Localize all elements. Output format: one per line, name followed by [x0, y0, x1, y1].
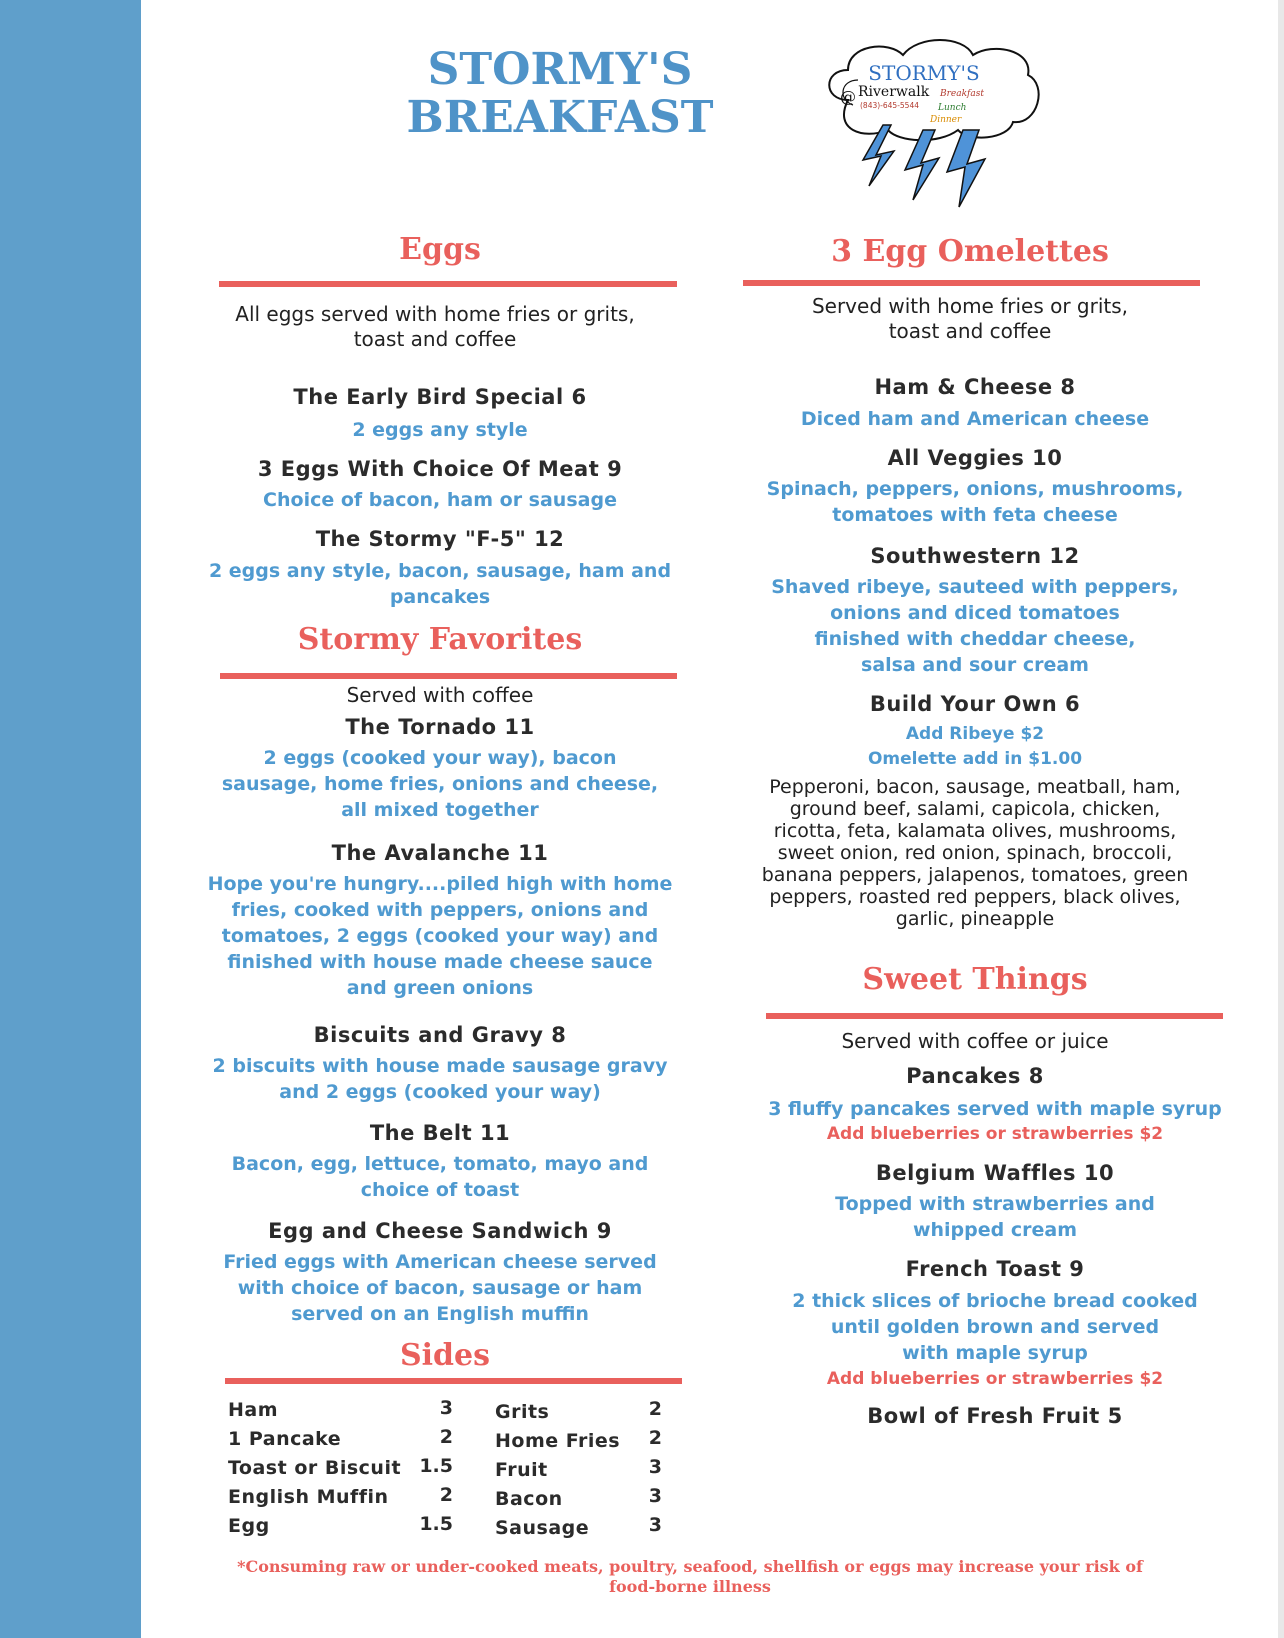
menu-item-avalanche: The Avalanche 11	[331, 841, 549, 865]
french-toast-addon: Add blueberries or strawberries $2	[826, 1369, 1164, 1389]
belt-desc-line-2: choice of toast	[360, 1179, 520, 1201]
avalanche-desc-line-1: Hope you're hungry....piled high with home	[207, 873, 673, 895]
menu-item-belgium-waffles: Belgium Waffles 10	[875, 1161, 1115, 1185]
side-name: Toast or Biscuit	[228, 1457, 402, 1479]
tornado-desc-line-2: sausage, home fries, onions and cheese,	[221, 773, 659, 795]
logo-meal-lunch: Lunch	[938, 103, 967, 113]
stormys-logo	[818, 30, 1048, 220]
omelettes-heading: 3 Egg Omelettes	[831, 234, 1109, 269]
sandwich-desc-line-1: Fried eggs with American cheese served	[223, 1251, 657, 1273]
southwestern-desc-line-3: finished with cheddar cheese,	[814, 628, 1136, 650]
ingredient-line: ground beef, salami, capicola, chicken,	[789, 798, 1161, 820]
menu-item-build-your-own: Build Your Own 6	[869, 692, 1081, 716]
menu-item-french-toast-desc	[755, 1288, 1235, 1366]
ingredient-line: garlic, pineapple	[895, 908, 1055, 930]
sandwich-desc-line-3: served on an English muffin	[291, 1303, 589, 1325]
side-price: 3	[648, 1456, 662, 1478]
side-name: Grits	[495, 1401, 550, 1423]
page-title	[390, 46, 730, 142]
toast-desc-line-2: until golden brown and served	[830, 1316, 1160, 1338]
menu-item-belgium-waffles-desc	[755, 1191, 1235, 1243]
ingredient-line: banana peppers, jalapenos, tomatoes, green	[761, 864, 1189, 886]
logo-meal-dinner: Dinner	[930, 115, 962, 125]
stormy-f5-desc-line-1: 2 eggs any style, bacon, sausage, ham and	[208, 560, 672, 582]
side-name: Sausage	[495, 1517, 590, 1539]
biscuits-desc-line-1: 2 biscuits with house made sausage gravy	[212, 1055, 668, 1077]
menu-item-three-eggs: 3 Eggs With Choice Of Meat 9	[257, 457, 623, 481]
eggs-heading: Eggs	[399, 232, 481, 267]
disclaimer-line-1: *Consuming raw or under-cooked meats, poultry, seafood, shellfish or eggs may increase your risk of	[237, 1557, 1143, 1576]
build-add-in-price: Omelette add in $1.00	[867, 749, 1083, 769]
favorites-intro: Served with coffee	[346, 683, 534, 707]
eggs-rule	[219, 281, 677, 287]
side-name: Ham	[228, 1399, 279, 1421]
favorites-rule	[220, 673, 677, 679]
menu-item-tornado-desc	[200, 745, 680, 823]
southwestern-desc-line-2: onions and diced tomatoes	[830, 602, 1120, 624]
tornado-desc-line-1: 2 eggs (cooked your way), bacon	[263, 747, 617, 769]
logo-at: @	[840, 87, 856, 106]
menu-item-biscuits-gravy: Biscuits and Gravy 8	[313, 1023, 567, 1047]
sweet-heading: Sweet Things	[862, 962, 1088, 997]
pancakes-addon: Add blueberries or strawberries $2	[826, 1124, 1164, 1144]
menu-item-egg-cheese-sandwich: Egg and Cheese Sandwich 9	[268, 1219, 612, 1243]
page-edge	[1278, 0, 1284, 1638]
omelettes-intro-line-1: Served with home fries or grits,	[811, 294, 1129, 318]
menu-item-all-veggies-desc	[735, 476, 1215, 528]
menu-item-biscuits-gravy-desc	[200, 1053, 680, 1105]
menu-item-pancakes: Pancakes 8	[906, 1064, 1044, 1088]
favorites-heading: Stormy Favorites	[297, 622, 583, 657]
eggs-intro-line-1: All eggs served with home fries or grits,	[235, 302, 635, 326]
avalanche-desc-line-5: and green onions	[346, 977, 534, 999]
menu-item-fresh-fruit: Bowl of Fresh Fruit 5	[867, 1404, 1123, 1428]
biscuits-desc-line-2: and 2 eggs (cooked your way)	[279, 1081, 601, 1103]
logo-name: STORMY'S	[868, 61, 980, 85]
side-price: 2	[648, 1398, 662, 1420]
sweet-intro: Served with coffee or juice	[841, 1029, 1109, 1053]
menu-item-southwestern: Southwestern 12	[870, 544, 1080, 568]
waffles-desc-line-2: whipped cream	[912, 1219, 1078, 1241]
omelettes-intro-line-2: toast and coffee	[888, 319, 1052, 343]
side-price: 1.5	[419, 1455, 453, 1477]
food-safety-disclaimer	[210, 1557, 1170, 1597]
southwestern-desc-line-1: Shaved ribeye, sauteed with peppers,	[771, 576, 1179, 598]
veggies-desc-line-1: Spinach, peppers, onions, mushrooms,	[766, 478, 1184, 500]
side-price: 3	[439, 1397, 453, 1419]
menu-item-avalanche-desc	[200, 871, 680, 1001]
ingredient-line: peppers, roasted red peppers, black olives,	[769, 886, 1181, 908]
ingredient-line: ricotta, feta, kalamata olives, mushrooms,	[773, 820, 1177, 842]
build-add-ribeye: Add Ribeye $2	[905, 724, 1045, 744]
side-price: 3	[648, 1514, 662, 1536]
menu-item-belt-desc	[200, 1151, 680, 1203]
menu-item-all-veggies: All Veggies 10	[887, 446, 1063, 470]
avalanche-desc-line-3: tomatoes, 2 eggs (cooked your way) and	[221, 925, 659, 947]
side-name: English Muffin	[228, 1486, 389, 1508]
menu-item-stormy-f5: The Stormy "F-5" 12	[315, 527, 565, 551]
sides-rule	[225, 1378, 682, 1384]
menu-item-stormy-f5-desc	[200, 558, 680, 610]
menu-item-southwestern-desc	[735, 574, 1215, 678]
avalanche-desc-line-2: fries, cooked with peppers, onions and	[231, 899, 649, 921]
eggs-intro-line-2: toast and coffee	[353, 327, 517, 351]
menu-item-early-bird: The Early Bird Special 6	[293, 385, 587, 409]
sweet-rule	[766, 1013, 1223, 1019]
menu-item-early-bird-desc: 2 eggs any style	[352, 419, 528, 441]
stormy-f5-desc-line-2: pancakes	[389, 586, 491, 608]
logo-meal-breakfast: Breakfast	[940, 89, 984, 99]
title-line-1: STORMY'S	[427, 44, 693, 95]
belt-desc-line-1: Bacon, egg, lettuce, tomato, mayo and	[231, 1153, 649, 1175]
southwestern-desc-line-4: salsa and sour cream	[861, 654, 1089, 676]
side-name: Egg	[228, 1515, 270, 1537]
menu-item-ham-cheese-desc: Diced ham and American cheese	[800, 408, 1150, 430]
left-color-band	[0, 0, 141, 1638]
menu-item-pancakes-desc: 3 fluffy pancakes served with maple syrup	[768, 1098, 1222, 1120]
ingredient-line: Pepperoni, bacon, sausage, meatball, ham,	[769, 776, 1181, 798]
omelettes-intro	[730, 294, 1210, 344]
toast-desc-line-1: 2 thick slices of brioche bread cooked	[792, 1290, 1198, 1312]
toast-desc-line-3: with maple syrup	[902, 1342, 1088, 1364]
tornado-desc-line-3: all mixed together	[341, 799, 539, 821]
menu-item-tornado: The Tornado 11	[345, 715, 535, 739]
side-price: 3	[648, 1485, 662, 1507]
menu-item-belt: The Belt 11	[369, 1121, 511, 1145]
menu-item-ham-cheese: Ham & Cheese 8	[874, 375, 1076, 399]
sandwich-desc-line-2: with choice of bacon, sausage or ham	[237, 1277, 643, 1299]
avalanche-desc-line-4: finished with house made cheese sauce	[227, 951, 653, 973]
side-price: 1.5	[419, 1513, 453, 1535]
veggies-desc-line-2: tomatoes with feta cheese	[832, 504, 1118, 526]
menu-item-french-toast: French Toast 9	[905, 1257, 1085, 1281]
side-price: 2	[439, 1484, 453, 1506]
side-name: Fruit	[495, 1459, 548, 1481]
ingredient-line: sweet onion, red onion, spinach, broccoli,	[777, 842, 1173, 864]
side-name: Home Fries	[495, 1430, 621, 1452]
menu-item-egg-cheese-sandwich-desc	[200, 1249, 680, 1327]
sides-heading: Sides	[399, 1338, 490, 1373]
side-price: 2	[439, 1426, 453, 1448]
side-name: Bacon	[495, 1488, 563, 1510]
side-name: 1 Pancake	[228, 1428, 342, 1450]
title-line-2: BREAKFAST	[406, 92, 714, 143]
omelettes-rule	[743, 280, 1200, 286]
logo-location: Riverwalk	[858, 84, 930, 100]
menu-item-three-eggs-desc: Choice of bacon, ham or sausage	[263, 489, 617, 511]
waffles-desc-line-1: Topped with strawberries and	[835, 1193, 1155, 1215]
disclaimer-line-2: food-borne illness	[609, 1577, 771, 1596]
logo-phone: (843)-645-5544	[860, 101, 919, 110]
build-ingredient-list	[735, 776, 1215, 930]
side-price: 2	[648, 1427, 662, 1449]
eggs-intro	[200, 302, 670, 352]
